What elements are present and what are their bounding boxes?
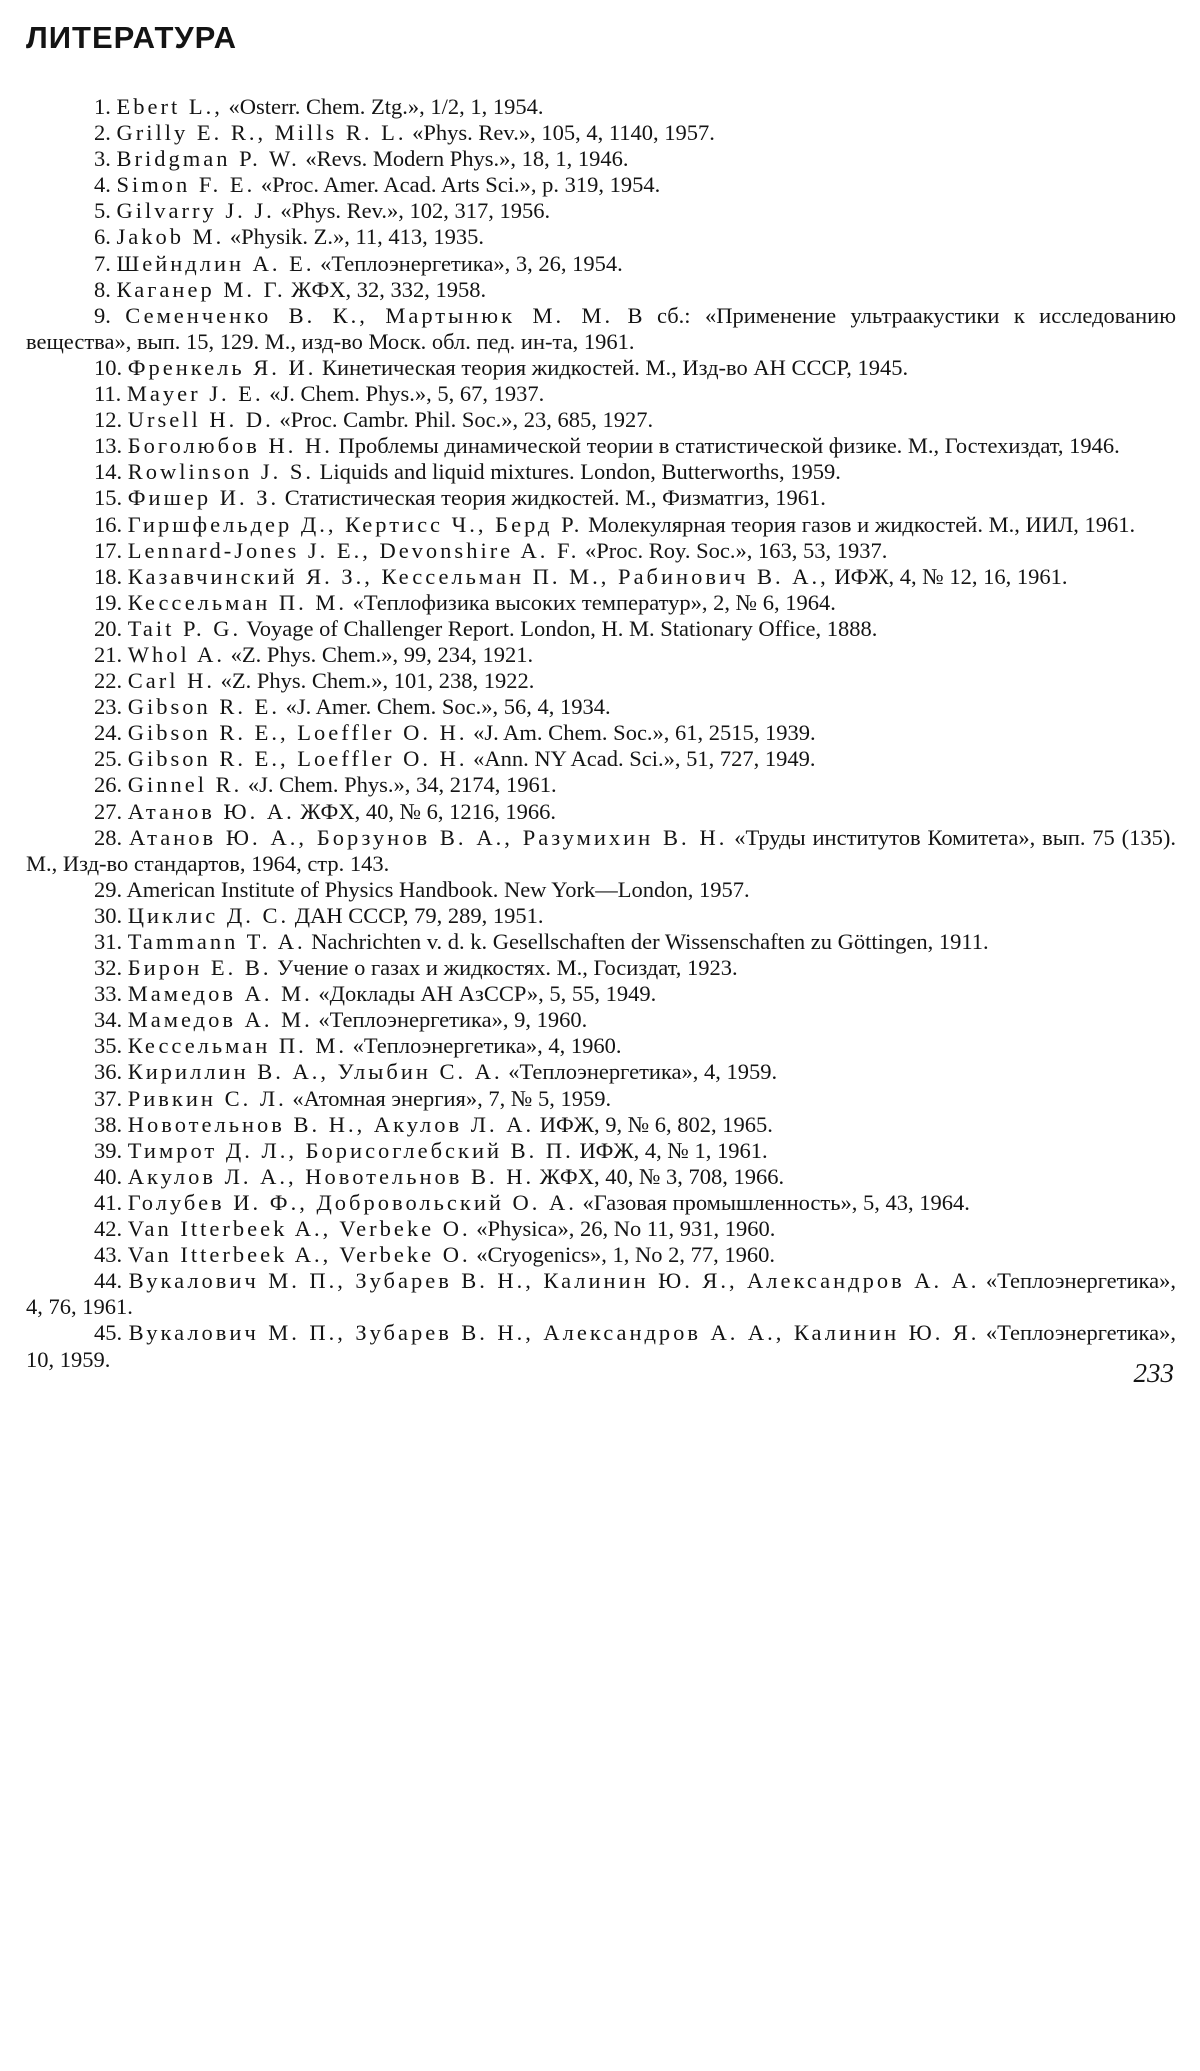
reference-number: 13. (94, 433, 123, 459)
reference-item (26, 590, 1176, 616)
reference-authors: Gibson R. E., Loeffler O. H. (127, 720, 468, 746)
reference-item (26, 355, 1176, 381)
reference-source: «Revs. Modern Phys.», 18, 1, 1946. (299, 146, 629, 172)
reference-source: Молекулярная теория газов и жидкостей. М., ИИЛ, 1961. (582, 511, 1136, 537)
reference-authors: Циклис Д. С. (127, 902, 290, 928)
reference-number: 8. (94, 276, 111, 302)
reference-item (26, 799, 1176, 825)
reference-number: 32. (94, 955, 123, 981)
reference-item (26, 303, 1176, 355)
reference-source: «Cryogenics», 1, No 2, 77, 1960. (470, 1242, 775, 1268)
reference-source: ИФЖ, 4, № 12, 16, 1961. (828, 563, 1068, 589)
reference-authors: Tammann T. A. (127, 929, 306, 954)
reference-number: 15. (94, 485, 123, 511)
reference-number: 44. (94, 1268, 123, 1294)
reference-source: Статистическая теория жидкостей. М., Физматгиз, 1961. (279, 485, 826, 511)
reference-number: 12. (94, 407, 123, 433)
reference-authors: Ривкин С. Л. (127, 1085, 287, 1111)
reference-authors: Боголюбов Н. Н. (127, 433, 333, 459)
reference-number: 33. (94, 981, 123, 1007)
reference-source: «J. Amer. Chem. Soc.», 56, 4, 1934. (280, 694, 611, 720)
reference-item (26, 277, 1176, 303)
reference-item (26, 903, 1176, 929)
reference-source: «Атомная энергия», 7, № 5, 1959. (286, 1085, 612, 1111)
reference-authors: Jakob M. (116, 224, 225, 250)
reference-number: 11. (94, 381, 122, 407)
reference-item (26, 772, 1176, 798)
reference-item (26, 929, 1176, 955)
reference-authors: Френкель Я. И. (127, 354, 317, 380)
reference-number: 45. (94, 1320, 123, 1346)
reference-authors: Бирон Е. В. (127, 955, 272, 981)
reference-number: 39. (94, 1137, 123, 1163)
reference-item (26, 1086, 1176, 1112)
reference-source: «Газовая промышленность», 5, 43, 1964. (576, 1189, 970, 1215)
reference-item (26, 1268, 1176, 1320)
reference-authors: Акулов Л. А., Новотельнов В. Н. (127, 1163, 535, 1189)
reference-authors: Rowlinson J. S. (127, 459, 315, 485)
reference-authors: Шейндлин А. Е. (116, 250, 315, 276)
reference-authors: Новотельнов В. Н., Акулов Л. А. (127, 1111, 535, 1137)
reference-number: 23. (94, 694, 123, 720)
reference-source: «Proc. Amer. Acad. Arts Sci.», p. 319, 1954. (255, 172, 661, 198)
reference-source: «Ann. NY Acad. Sci.», 51, 727, 1949. (467, 746, 816, 772)
reference-number: 25. (94, 746, 123, 772)
reference-source: В сб.: «Применение ультраакустики к исследованию вещества», вып. 15, 129. М., изд-во Моск. обл. пед. ин-та, 1961. (26, 302, 1177, 354)
reference-item (26, 251, 1176, 277)
reference-authors: Мамедов А. М. (127, 1007, 313, 1033)
reference-source: Nachrichten v. d. k. Gesellschaften der Wissenschaften zu Göttingen, 1911. (305, 929, 989, 954)
reference-item (26, 120, 1176, 146)
reference-source: ИФЖ, 9, № 6, 802, 1965. (534, 1111, 773, 1137)
reference-number: 43. (94, 1242, 123, 1268)
reference-number: 41. (94, 1189, 123, 1215)
reference-number: 36. (94, 1059, 123, 1085)
reference-authors: Gibson R. E. (127, 694, 281, 720)
reference-item (26, 146, 1176, 172)
reference-item (26, 1112, 1176, 1138)
reference-number: 24. (94, 720, 123, 746)
reference-number: 26. (94, 772, 123, 798)
reference-source: Проблемы динамической теории в статистической физике. М., Гостехиздат, 1946. (332, 433, 1120, 459)
reference-item (26, 459, 1176, 485)
reference-source: ЖФХ, 40, № 3, 708, 1966. (534, 1163, 785, 1189)
reference-authors: Whol A. (127, 641, 225, 667)
reference-number: 42. (94, 1216, 123, 1242)
reference-item (26, 1007, 1176, 1033)
reference-source: ЖФХ, 40, № 6, 1216, 1966. (294, 798, 557, 824)
reference-number: 6. (94, 224, 111, 250)
reference-source: ИФЖ, 4, № 1, 1961. (573, 1137, 768, 1163)
reference-number: 22. (94, 668, 123, 694)
reference-authors: Вукалович М. П., Зубарев В. Н., Калинин Ю. Я., Александров А. А. (128, 1268, 980, 1294)
reference-item (26, 172, 1176, 198)
reference-source: «Теплоэнергетика», 3, 26, 1954. (314, 250, 623, 276)
reference-source: «Proc. Cambr. Phil. Soc.», 23, 685, 1927. (273, 407, 654, 433)
reference-number: 10. (94, 354, 123, 380)
reference-source: «Труды институтов Комитета», вып. 75 (135). М., Изд-во стандартов, 1964, стр. 143. (26, 824, 1176, 876)
reference-number: 27. (94, 798, 123, 824)
reference-number: 38. (94, 1111, 123, 1137)
reference-source: «J. Am. Chem. Soc.», 61, 2515, 1939. (467, 720, 816, 746)
reference-authors: Ebert L., (116, 94, 223, 119)
reference-number: 5. (94, 198, 111, 224)
reference-authors: Van Itterbeek A., Verbeke O. (127, 1216, 471, 1242)
reference-number: 17. (94, 537, 123, 563)
reference-item (26, 564, 1176, 590)
reference-number: 9. (94, 302, 111, 328)
reference-authors: Tait P. G. (127, 615, 242, 641)
reference-item (26, 381, 1176, 407)
reference-number: 20. (94, 615, 123, 641)
reference-item (26, 1138, 1176, 1164)
reference-item (26, 512, 1176, 538)
reference-source: Voyage of Challenger Report. London, H. M. Stationary Office, 1888. (241, 615, 878, 641)
reference-source: «J. Chem. Phys.», 34, 2174, 1961. (242, 772, 557, 798)
reference-authors: Мамедов А. М. (127, 981, 313, 1007)
reference-number: 21. (94, 641, 123, 667)
reference-authors: Simon F. E. (116, 172, 256, 198)
reference-authors: Тимрот Д. Л., Борисоглебский В. П. (127, 1137, 574, 1163)
reference-source: Liquids and liquid mixtures. London, Butterworths, 1959. (314, 459, 841, 485)
reference-authors: Ginnel R. (127, 772, 243, 798)
reference-item (26, 668, 1176, 694)
reference-item (26, 825, 1176, 877)
reference-number: 40. (94, 1163, 123, 1189)
reference-item (26, 616, 1176, 642)
reference-item (26, 485, 1176, 511)
reference-authors: Bridgman P. W. (116, 146, 300, 172)
reference-item (26, 955, 1176, 981)
reference-authors: Фишер И. З. (127, 485, 280, 511)
reference-authors: Атанов Ю. А. (127, 798, 295, 824)
reference-item (26, 746, 1176, 772)
page-number: 233 (1133, 1358, 1174, 1388)
reference-number: 4. (94, 172, 111, 198)
reference-authors: Семенченко В. К., Мартынюк М. М. (125, 302, 614, 328)
reference-authors: Carl H. (127, 668, 215, 694)
reference-number: 1. (94, 94, 111, 119)
reference-source: «Доклады АН АзССР», 5, 55, 1949. (312, 981, 657, 1007)
reference-authors: Кириллин В. А., Улыбин С. А. (127, 1059, 503, 1085)
reference-source: «Z. Phys. Chem.», 99, 234, 1921. (225, 641, 534, 667)
reference-authors: Gilvarry J. J. (116, 198, 275, 224)
reference-number: 18. (94, 563, 123, 589)
reference-item (26, 538, 1176, 564)
reference-authors: Голубев И. Ф., Добровольский О. А. (127, 1189, 577, 1215)
reference-source: Кинетическая теория жидкостей. М., Изд-во АН СССР, 1945. (316, 354, 909, 380)
reference-source: «Proc. Roy. Soc.», 163, 53, 1937. (579, 537, 888, 563)
reference-source: ЖФХ, 32, 332, 1958. (285, 276, 487, 302)
reference-number: 14. (94, 459, 123, 485)
reference-item (26, 1190, 1176, 1216)
reference-item (26, 1033, 1176, 1059)
reference-authors: Гиршфельдер Д., Кертисс Ч., Берд Р. (127, 511, 583, 537)
reference-source: «Теплоэнергетика», 4, 1959. (502, 1059, 778, 1085)
reference-item (26, 1320, 1176, 1372)
reference-authors: Вукалович М. П., Зубарев В. Н., Александров А. А., Калинин Ю. Я. (128, 1320, 980, 1346)
reference-list (26, 94, 1176, 1373)
reference-source: «Теплоэнергетика», 4, 76, 1961. (26, 1268, 1176, 1320)
reference-item (26, 694, 1176, 720)
reference-number: 16. (94, 511, 123, 537)
reference-item (26, 224, 1176, 250)
reference-authors: Van Itterbeek A., Verbeke O. (127, 1242, 471, 1268)
reference-number: 28. (94, 824, 123, 850)
reference-authors: Lennard-Jones J. E., Devonshire A. F. (127, 537, 580, 563)
reference-authors: Mayer J. E. (126, 381, 264, 407)
reference-authors: Кессельман П. М. (127, 589, 348, 615)
reference-number: 19. (94, 589, 123, 615)
reference-item (26, 433, 1176, 459)
reference-source: ДАН СССР, 79, 289, 1951. (289, 902, 544, 928)
reference-source: «Теплоэнергетика», 9, 1960. (312, 1007, 588, 1033)
reference-authors: Каганер М. Г. (116, 276, 286, 302)
reference-item (26, 720, 1176, 746)
reference-item (26, 1242, 1176, 1268)
reference-source: American Institute of Physics Handbook. New York—London, 1957. (126, 876, 750, 902)
reference-authors: Атанов Ю. А., Борзунов В. А., Разумихин В. Н. (128, 824, 728, 850)
reference-source: «Z. Phys. Chem.», 101, 238, 1922. (215, 668, 535, 694)
reference-source: «Physik. Z.», 11, 413, 1935. (224, 224, 485, 250)
reference-number: 35. (94, 1033, 123, 1059)
reference-number: 30. (94, 902, 123, 928)
reference-source: «J. Chem. Phys.», 5, 67, 1937. (263, 381, 545, 407)
reference-item (26, 642, 1176, 668)
reference-authors: Grilly E. R., Mills R. L. (116, 120, 407, 146)
reference-source: «Теплофизика высоких температур», 2, № 6, 1964. (347, 589, 836, 615)
reference-item (26, 1164, 1176, 1190)
reference-item (26, 407, 1176, 433)
reference-number: 2. (94, 120, 111, 146)
reference-source: «Osterr. Chem. Ztg.», 1/2, 1, 1954. (222, 94, 544, 119)
reference-authors: Кессельман П. М. (127, 1033, 348, 1059)
reference-source: Учение о газах и жидкостях. М., Госиздат, 1923. (271, 955, 738, 981)
reference-number: 37. (94, 1085, 123, 1111)
reference-source: «Phys. Rev.», 102, 317, 1956. (274, 198, 551, 224)
reference-source: «Phys. Rev.», 105, 4, 1140, 1957. (406, 120, 715, 146)
page-heading: ЛИТЕРАТУРА (26, 20, 238, 55)
reference-source: «Теплоэнергетика», 10, 1959. (26, 1320, 1176, 1372)
reference-item (26, 94, 1176, 120)
reference-item (26, 877, 1176, 903)
reference-number: 34. (94, 1007, 123, 1033)
reference-item (26, 198, 1176, 224)
reference-item (26, 981, 1176, 1007)
reference-number: 3. (94, 146, 111, 172)
reference-number: 29. (94, 876, 123, 902)
reference-number: 7. (94, 250, 111, 276)
reference-authors: Ursell H. D. (127, 407, 274, 433)
reference-source: «Physica», 26, No 11, 931, 1960. (470, 1216, 776, 1242)
reference-authors: Gibson R. E., Loeffler O. H. (127, 746, 468, 772)
reference-number: 31. (94, 929, 123, 954)
reference-item (26, 1216, 1176, 1242)
reference-source: «Теплоэнергетика», 4, 1960. (347, 1033, 622, 1059)
reference-item (26, 1059, 1176, 1085)
reference-authors: Казавчинский Я. З., Кессельман П. М., Рабинович В. А., (127, 563, 829, 589)
